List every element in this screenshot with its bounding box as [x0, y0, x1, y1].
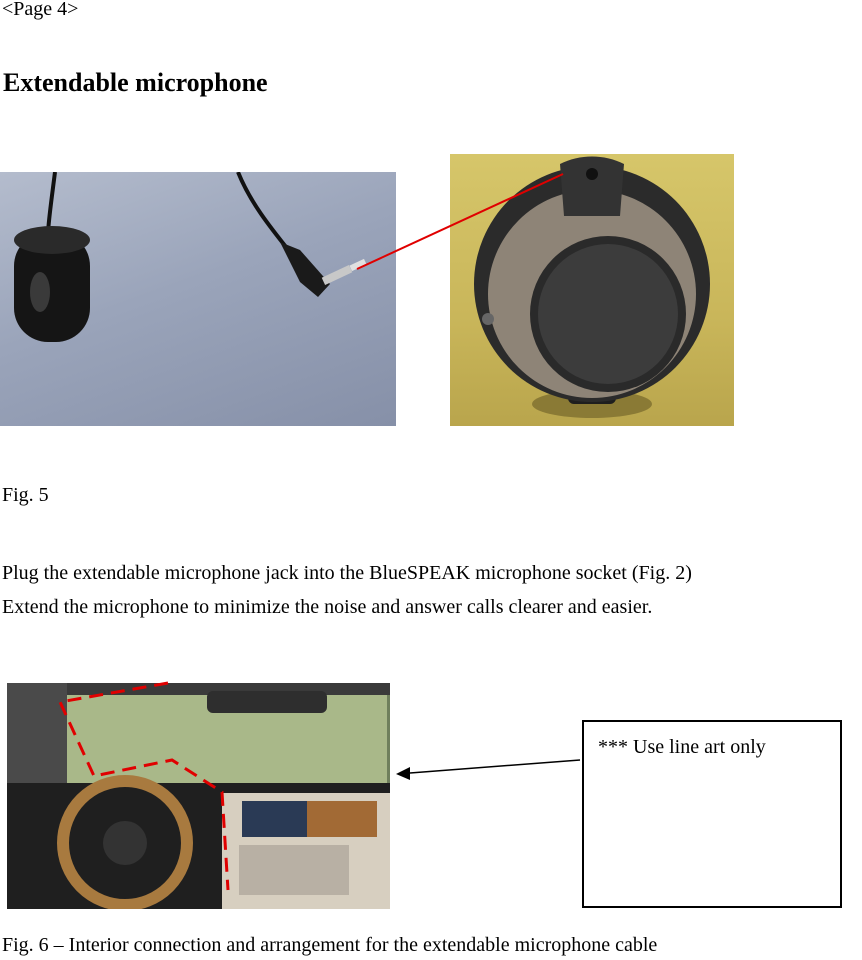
paragraph-line-2: Extend the microphone to minimize the noise and answer calls clearer and easier. — [2, 596, 653, 618]
note-text: *** Use line art only — [598, 736, 766, 758]
pointer-arrow-line — [410, 760, 580, 773]
paragraph-line-1: Plug the extendable microphone jack into the BlueSPEAK microphone socket (Fig. 2) — [2, 562, 692, 584]
fig6-caption: Fig. 6 – Interior connection and arrangement for the extendable microphone cable — [2, 934, 658, 956]
section-title: Extendable microphone — [3, 68, 268, 97]
page-header: <Page 4> — [2, 0, 79, 20]
fig5-caption: Fig. 5 — [2, 484, 49, 506]
arrow-head-icon — [396, 767, 410, 780]
note-box — [582, 720, 842, 908]
